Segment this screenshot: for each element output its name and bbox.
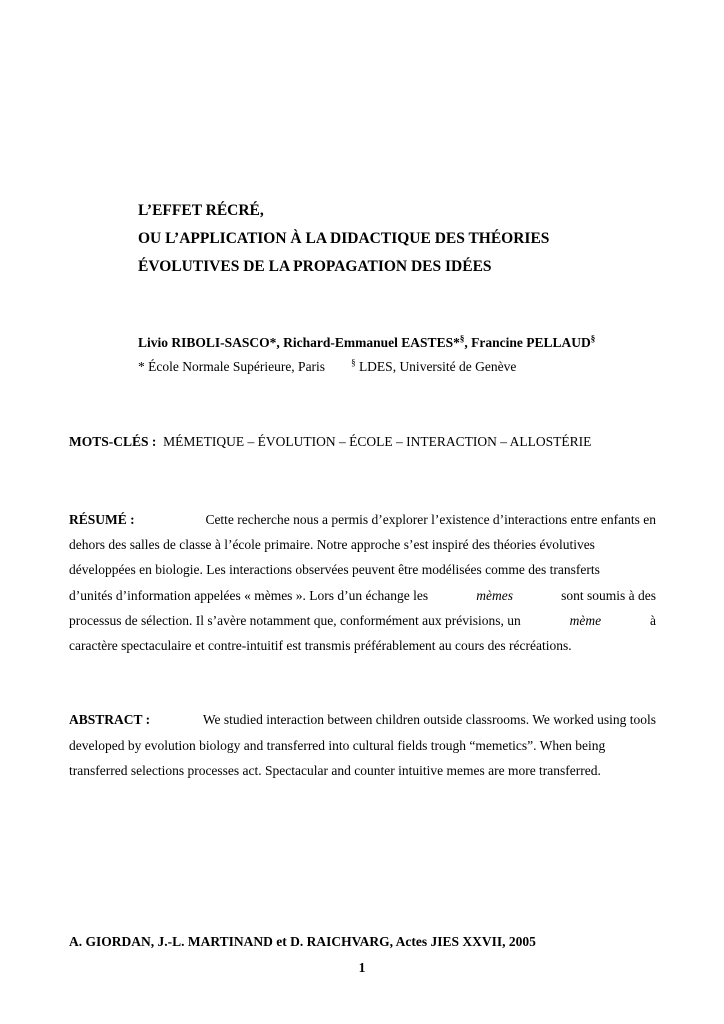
- author-2: Richard-Emmanuel EASTES*: [283, 335, 460, 350]
- abstract-line-2: developed by evolution biology and transferred into cultural fields trough “memetics”. When being: [69, 737, 606, 753]
- title-line-2: OU L’APPLICATION À LA DIDACTIQUE DES THÉORIES: [138, 230, 550, 247]
- resume-text-4-end: sont soumis à des: [561, 587, 656, 603]
- resume-label: RÉSUMÉ :: [69, 512, 135, 527]
- footer-citation: A. GIORDAN, J.-L. MARTINAND et D. RAICHVARG, Actes JIES XXVII, 2005: [69, 934, 536, 949]
- title-line-3: ÉVOLUTIVES DE LA PROPAGATION DES IDÉES: [138, 258, 492, 275]
- author-2-mark: §: [459, 333, 465, 344]
- keywords-text: MÉMETIQUE – ÉVOLUTION – ÉCOLE – INTERACTION – ALLOSTÉRIE: [163, 434, 592, 449]
- author-names: [138, 331, 698, 355]
- resume-line-2: dehors des salles de classe à l’école primaire. Notre approche s’est inspiré des théories évolutives: [69, 537, 595, 553]
- resume-text-5-end: à: [649, 612, 656, 628]
- abstract-text-1: We studied interaction between children outside classrooms. We worked using tools: [202, 712, 656, 727]
- resume-section: [69, 507, 656, 658]
- abstract-label: ABSTRACT :: [69, 712, 151, 727]
- abstract-line-3: transferred selections processes act. Spectacular and counter intuitive memes are more transferred.: [69, 763, 601, 779]
- affiliation-2-mark: §: [351, 357, 356, 368]
- title-line-1: L’EFFET RÉCRÉ,: [138, 202, 264, 219]
- resume-text-5: processus de sélection. Il s’avère notamment que, conformément aux prévisions, un: [69, 612, 521, 628]
- abstract-section: [69, 707, 656, 784]
- author-3-mark: §: [590, 333, 596, 344]
- author-1: Livio RIBOLI-SASCO*,: [138, 335, 284, 350]
- resume-line-6: caractère spectaculaire et contre-intuitif est transmis préférablement au cours des récréations.: [69, 638, 572, 654]
- resume-line-3: développées en biologie. Les interactions observées peuvent être modélisées comme des transferts: [69, 562, 600, 578]
- keywords-section: [69, 431, 669, 453]
- resume-line-1: [69, 507, 656, 532]
- affiliation-1: * École Normale Supérieure, Paris: [138, 359, 326, 374]
- paper-title: [138, 197, 698, 281]
- resume-em-5: mème: [569, 612, 602, 628]
- affiliation-2-wrap: [351, 359, 516, 374]
- author-block: [138, 331, 698, 379]
- resume-text-1: Cette recherche nous a permis d’explorer l’existence d’interactions entre enfants en: [205, 512, 656, 527]
- abstract-line-1: [69, 707, 656, 733]
- affiliations: [138, 355, 698, 379]
- resume-em-4: mèmes: [476, 587, 513, 603]
- page-number: 1: [358, 960, 366, 975]
- resume-text-4: d’unités d’information appelées « mèmes ». Lors d’un échange les: [69, 587, 429, 603]
- keywords-label: MOTS-CLÉS :: [69, 434, 157, 449]
- affiliation-2: LDES, Université de Genève: [355, 359, 517, 374]
- author-3: , Francine PELLAUD: [464, 335, 591, 350]
- resume-line-4: [69, 583, 656, 608]
- resume-line-5: [69, 608, 656, 633]
